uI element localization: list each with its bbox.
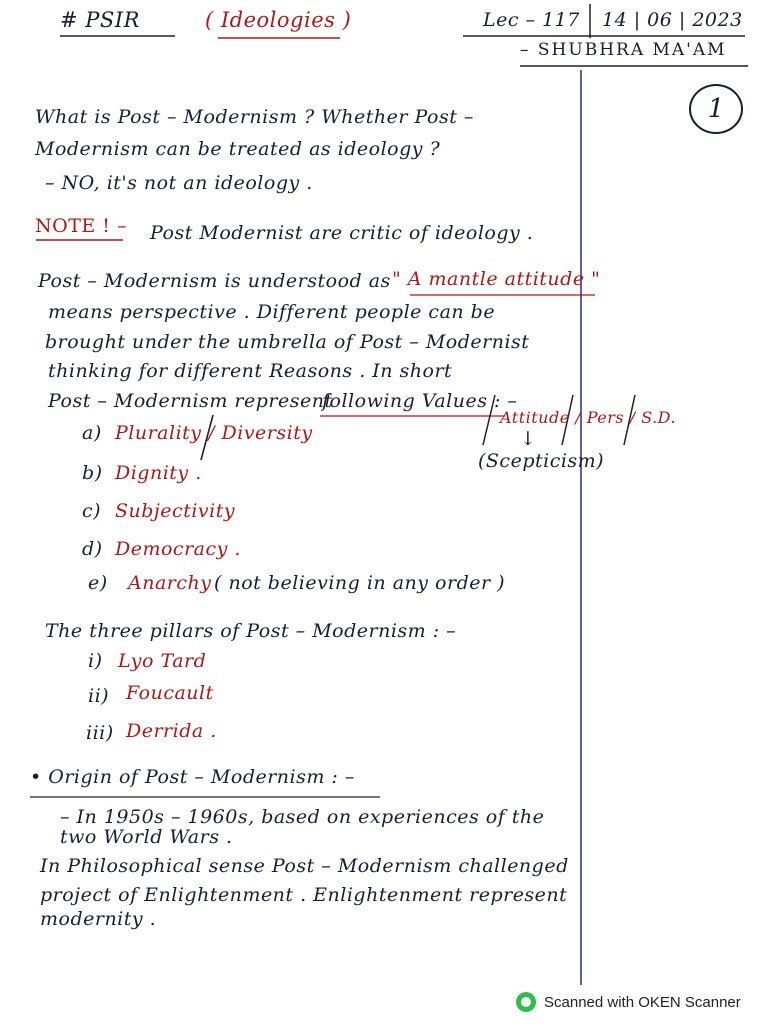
page-number: 1 — [707, 94, 725, 124]
pillar-name: Derrida . — [126, 720, 217, 742]
para-line-5a: Post – Modernism represent — [48, 390, 333, 412]
question-line-1: What is Post – Modernism ? Whether Post – — [35, 106, 474, 128]
value-marker: b) — [82, 462, 103, 484]
origin-line-5: modernity . — [40, 908, 157, 930]
side-arrow: ↓ — [520, 428, 537, 450]
origin-line-2: two World Wars . — [60, 826, 233, 848]
para-line-2: means perspective . Different people can be — [48, 301, 496, 323]
pillar-name: Lyo Tard — [118, 650, 207, 672]
scanner-footer — [516, 990, 741, 1014]
value-marker: e) — [88, 572, 108, 594]
note-label: NOTE ! – — [35, 215, 127, 237]
answer-line: – NO, it's not an ideology . — [45, 172, 313, 194]
value-marker: d) — [82, 538, 103, 560]
scanner-text: Scanned with OKEN Scanner — [544, 993, 741, 1011]
value-item: Dignity . — [115, 462, 202, 484]
origin-line-1: – In 1950s – 1960s, based on experiences of the — [60, 806, 545, 828]
value-marker: c) — [82, 500, 102, 522]
origin-line-3: In Philosophical sense Post – Modernism challenged — [40, 855, 569, 877]
origin-line-4: project of Enlightenment . Enlightenment represent — [40, 884, 568, 906]
subject-title: # PSIR — [60, 8, 140, 32]
value-marker: a) — [82, 422, 102, 444]
side-note-2: (Scepticism) — [478, 450, 605, 472]
pillar-marker: iii) — [86, 722, 114, 744]
para-line-4: thinking for different Reasons . In short — [48, 360, 453, 382]
lecture-number: Lec – 117 — [483, 9, 580, 31]
value-item-extra: ( not believing in any order ) — [214, 572, 506, 594]
lecture-date: 14 | 06 | 2023 — [602, 9, 743, 31]
value-item: Subjectivity — [115, 500, 236, 522]
question-line-2: Modernism can be treated as ideology ? — [35, 138, 441, 160]
para-line-1b: " A mantle attitude " — [392, 268, 601, 290]
teacher-name: – SHUBHRA MA'AM — [520, 40, 727, 60]
page-number-circle — [689, 84, 743, 134]
value-item: Plurality / Diversity — [115, 422, 313, 444]
side-note: Attitude / Pers / S.D. — [500, 408, 677, 427]
origin-heading: • Origin of Post – Modernism : – — [30, 766, 355, 788]
para-line-5b: following Values : – — [322, 390, 518, 412]
note-text: Post Modernist are critic of ideology . — [150, 222, 534, 244]
scanner-logo-icon — [516, 992, 536, 1012]
para-line-1a: Post – Modernism is understood as — [38, 270, 391, 292]
pillar-marker: ii) — [88, 685, 110, 707]
value-item: Anarchy — [128, 572, 212, 594]
para-line-3: brought under the umbrella of Post – Modernist — [45, 331, 530, 353]
pillars-heading: The three pillars of Post – Modernism : – — [45, 620, 457, 642]
pillar-name: Foucault — [126, 682, 214, 704]
value-item: Democracy . — [115, 538, 241, 560]
topic-title: ( Ideologies ) — [205, 8, 352, 32]
pillar-marker: i) — [88, 650, 103, 672]
